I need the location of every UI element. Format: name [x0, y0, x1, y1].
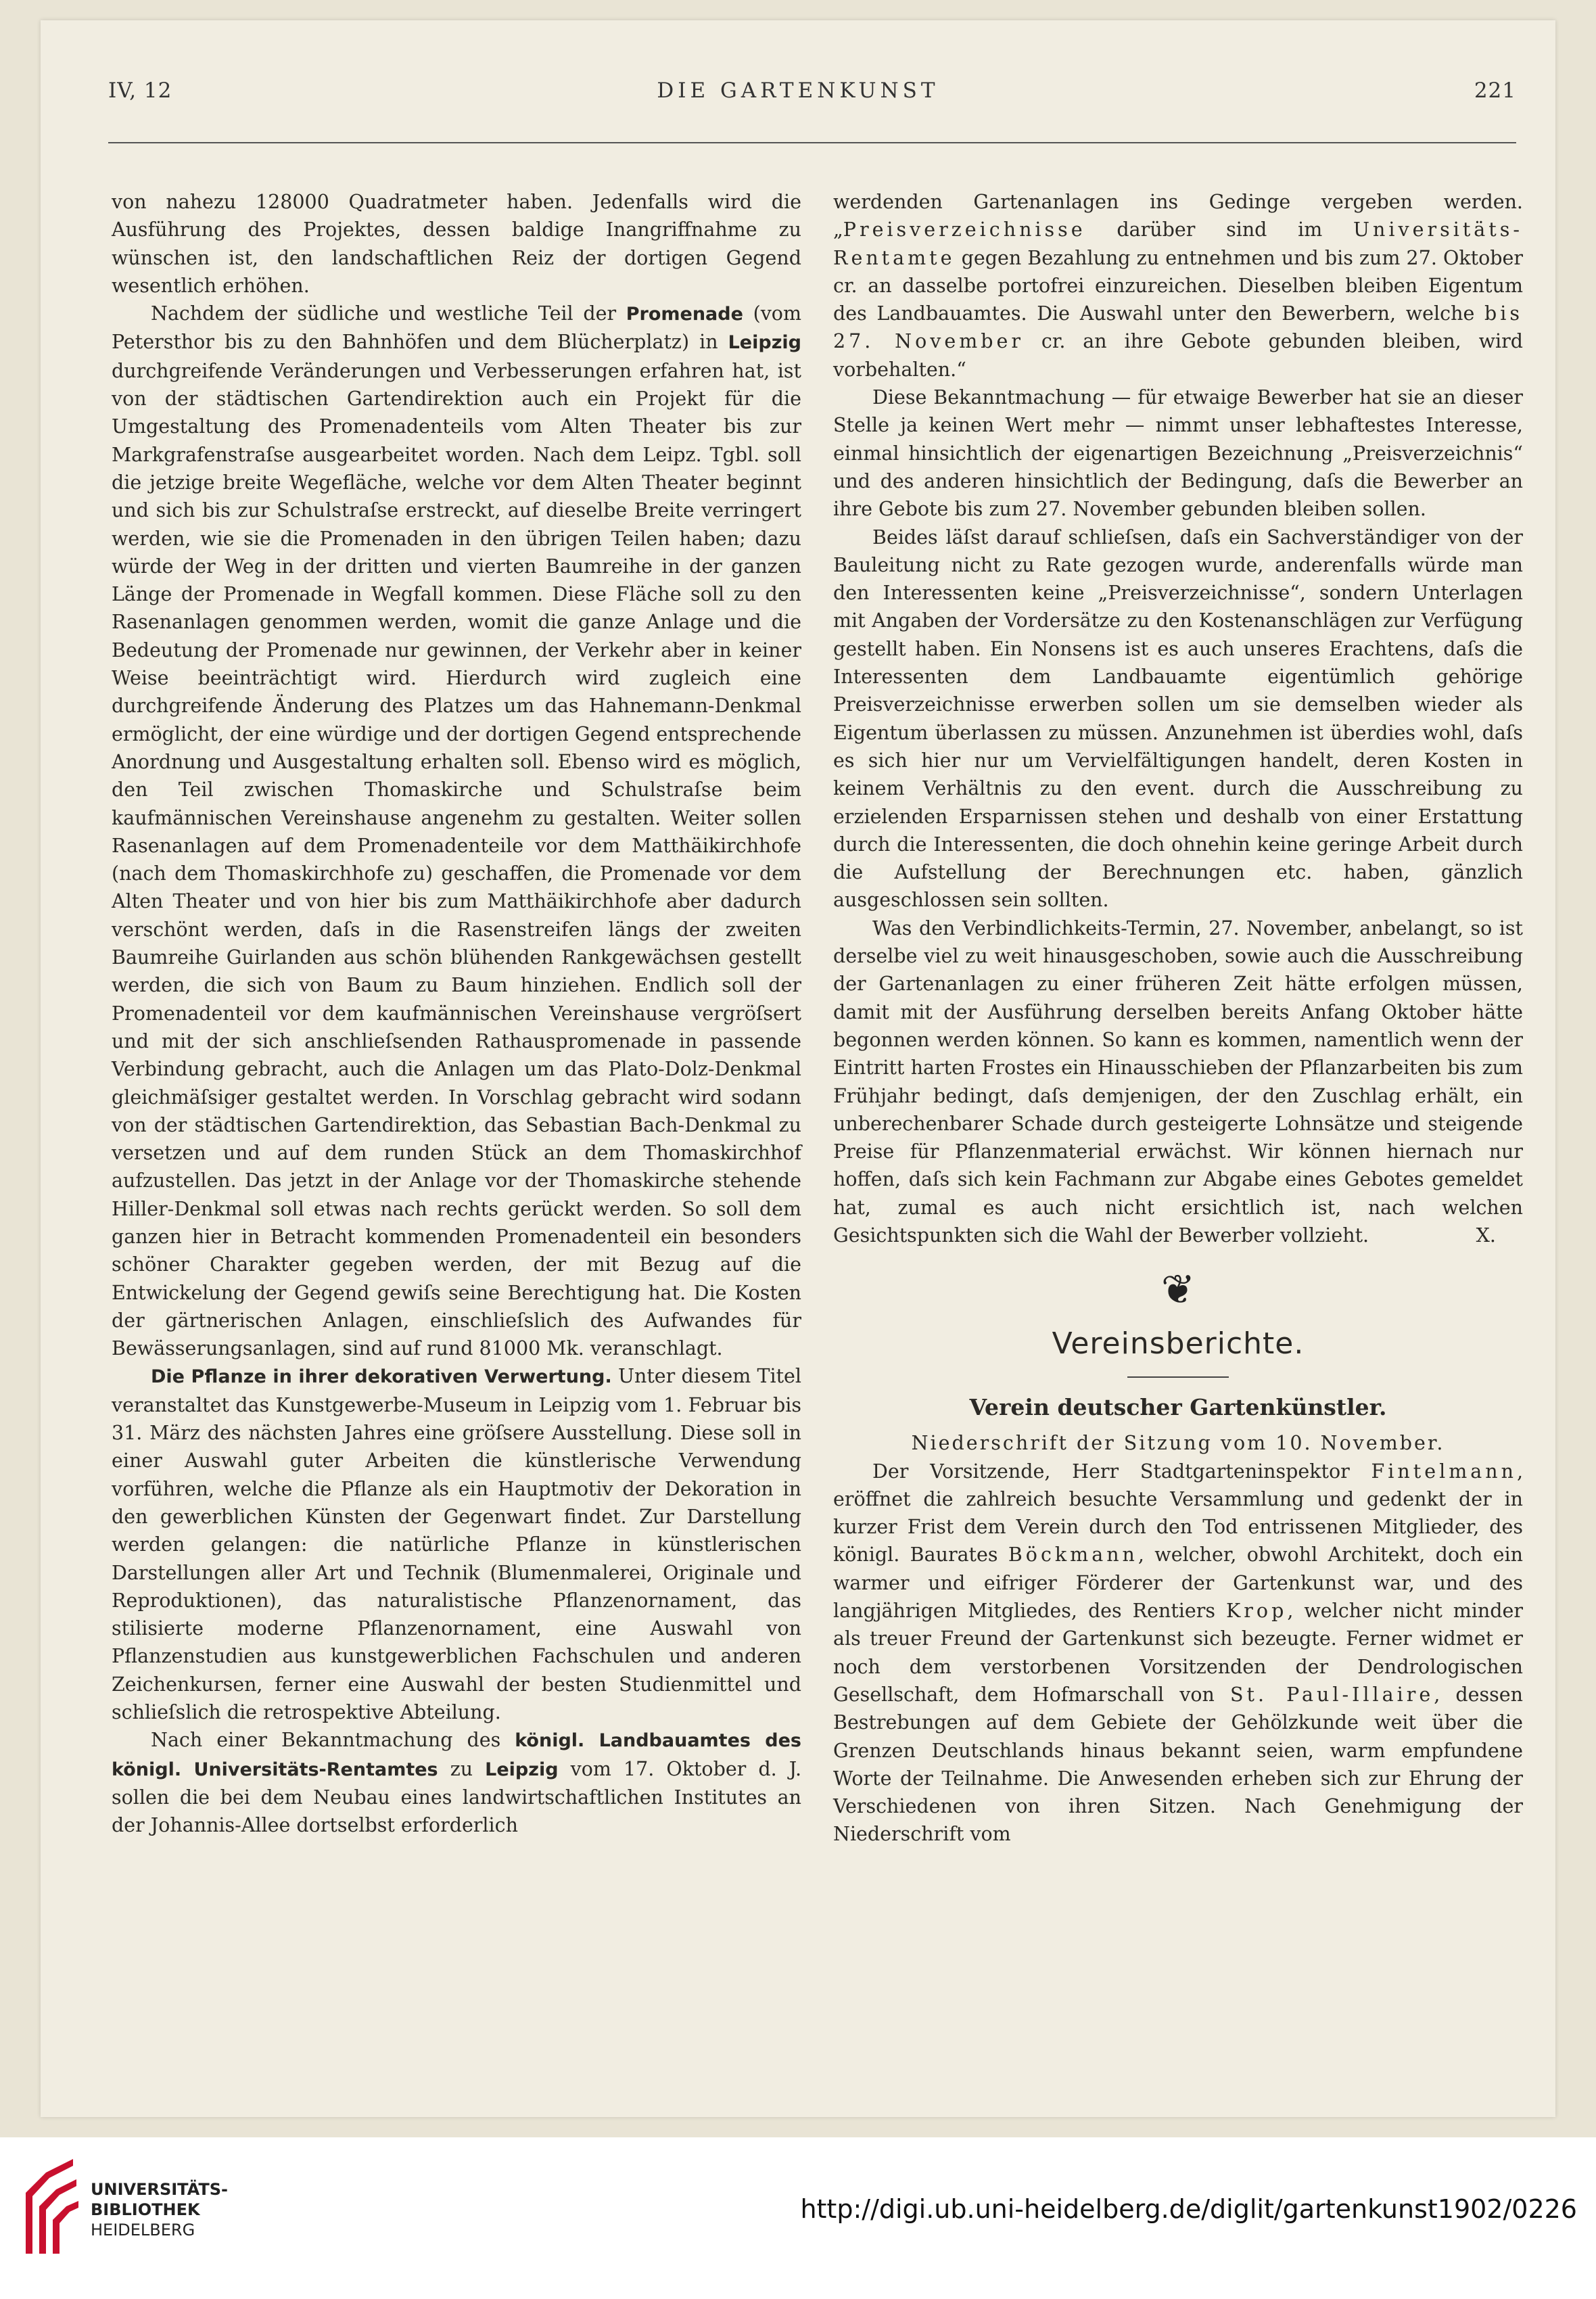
- paragraph-project-conclusion: von nahezu 128000 Quadratmeter haben. Jedenfalls wird die Ausführung des Projektes, dessen baldige Inangriffnahme zu wünschen ist, den landschaftlichen Reiz der dortigen Gegend wesentlich erhöhen.: [112, 191, 801, 297]
- paragraph-promenade-leipzig: [112, 300, 801, 1362]
- text-span: Nach einer Bekanntmachung des: [151, 1729, 515, 1752]
- bold-heading-pflanze: Die Pflanze in ihrer dekorativen Verwertung.: [151, 1366, 612, 1388]
- library-logo-icon: [19, 2152, 80, 2260]
- library-line-3: HEIDELBERG: [91, 2221, 195, 2239]
- text-span: zu: [438, 1757, 486, 1780]
- text-span: (vom Petersthor bis zu den Bahnhöfen und dem Blücherplatz) in: [112, 302, 801, 354]
- subsection-title: Verein deutscher Gartenkünstler.: [969, 1394, 1387, 1421]
- section-title: Vereinsberichte.: [1052, 1326, 1305, 1362]
- footer-bar: [0, 2137, 1596, 2299]
- library-name: [91, 2179, 228, 2240]
- paragraph-vorsitzende: [833, 1458, 1523, 1849]
- text-span: darüber sind im: [1085, 218, 1354, 241]
- header-page-number: 221: [1474, 78, 1516, 103]
- text-span: durchgreifende Veränderungen und Verbesserungen erfahren hat, ist von der städtischen Gartendirektion auch ein Projekt für die Umgestaltung des Promenadenteils vom Alten Theater bis zur Markgrafenstraſse ausgearbeitet worden. Nach dem Leipz. Tgbl. soll die jetzige breite Wegefläche, welche vor dem Alten Theater beginnt und sich bis zur Schulstraſse erstreckt, auf dieselbe Breite verringert werden, wie sie die Promenaden in den übrigen Teilen haben; dazu würde der Weg in der dritten und vierten Baumreihe in der ganzen Länge der Promenade in Wegfall kommen. Diese Fläche soll zu den Rasenanlagen genommen werden, womit die ganze Anlage und die Bedeutung der Promenade nur gewinnen, der Verkehr aber in keiner Weise beeinträchtigt wird. Hierdurch wird zugleich eine durchgreifende Änderung des Platzes um das Hahnemann-Denkmal ermöglicht, der eine würdige und der dortigen Gegend entsprechende Anordnung und Ausgestaltung erhalten soll. Ebenso wird es möglich, den Teil zwischen Thomaskirche und Schulstraſse beim kaufmännischen Vereinshause angenehm zu gestalten. Weiter sollen Rasenanlagen auf dem Promenadenteile vor dem Matthäikirchhofe (nach dem Thomaskirchhofe zu) geschaffen, die Promenade vor dem Alten Theater und von hier bis zum Matthäikirchhofe aber dadurch verschönt werden, daſs in die Rasenstreifen längs der zweiten Baumreihe Guirlanden aus schön blühenden Rankgewächsen gestellt werden, die sich von Baum zu Baum hinziehen. Endlich soll der Promenadenteil vor dem kaufmännischen Vereinshause vergröſsert und mit der sich anschlieſsenden Rathauspromenade in passende Verbindung gebracht, auch die Anlagen um das Plato-Dolz-Denkmal gleichmäſsiger gestaltet werden. In Vorschlag gebracht wird sodann von der städtischen Gartendirektion, das Sebastian Bach-Denkmal zu versetzen und auf dem runden Stück an dem Thomaskirchhof aufzustellen. Das jetzt in der Anlage vor der Thomaskirche stehende Hiller-Denkmal soll etwas nach rechts gerückt werden. So soll dem ganzen hier in Betracht kommenden Promenadenteil ein besonders schöner Charakter gegeben werden, der mit Bezug auf die Entwickelung der Gegend gewiſs seine Berechtigung hat. Die Kosten der gärtnerischen Anlagen, einschlieſslich des Aufwandes für Bewässerungsanlagen, sind auf rund 81000 Mk. veranschlagt.: [112, 359, 802, 1360]
- left-column: [112, 188, 801, 1840]
- paragraph-bekanntmachung: [112, 1726, 801, 1839]
- signature: X.: [1476, 1224, 1496, 1247]
- text-span: Der Vorsitzende, Herr Stadtgarteninspektor: [872, 1460, 1371, 1483]
- header-rule: [108, 142, 1516, 143]
- text-span: , welcher, obwohl Architekt, doch ein warmer und eifriger Förderer der Gartenkunst war, und des langjährigen Mitgliedes, des Rentiers: [833, 1543, 1523, 1623]
- text-span: cr. an ihre Gebote gebunden bleiben, wird vorbehalten.“: [833, 330, 1523, 381]
- spaced-term: bis 27. November: [833, 302, 1523, 353]
- paragraph-gedinge: [833, 188, 1523, 384]
- bold-keyword-promenade: Promenade: [626, 304, 743, 325]
- text-span: Nachdem der südliche und westliche Teil der: [151, 302, 626, 325]
- bold-keyword-leipzig: Leipzig: [728, 332, 801, 354]
- paragraph-diese-bekanntmachung: Diese Bekanntmachung — für etwaige Bewerber hat sie an dieser Stelle ja keinen Wert mehr — nimmt unser lebhaftestes Interesse, einmal hinsichtlich der eigenartigen Bezeichnung „Preisverzeichnis“ und des anderen hinsichtlich der Bedingung, daſs die Bewerber an ihre Gebote bis zum 27. November gebunden bleiben sollen.: [833, 386, 1523, 521]
- bold-keyword-leipzig: Leipzig: [485, 1759, 559, 1780]
- right-column: [833, 188, 1523, 1849]
- text-span: , dessen Bestrebungen auf dem Gebiete der Gehölzkunde weit über die Grenzen Deutschlands hinaus bekannt seien, warm empfundene Worte der Teilnahme. Die Anwesenden erheben sich zur Ehrung der Verschiedenen von ihren Sitzen. Nach Genehmigung der Niederschrift vom: [833, 1683, 1524, 1846]
- bold-keyword-landbauamt: königl. Landbauamtes des königl. Universitäts-Rentamtes: [112, 1730, 801, 1780]
- digital-library-url[interactable]: http://digi.ub.uni-heidelberg.de/diglit/gartenkunst1902/0226: [800, 2194, 1577, 2224]
- spaced-term: Preisverzeichnisse: [843, 218, 1086, 241]
- header-journal-title: DIE GARTENKUNST: [657, 78, 939, 103]
- paragraph-verbindlichkeits-termin: [833, 914, 1523, 1250]
- spaced-name: Fintelmann: [1371, 1460, 1517, 1483]
- text-span: Was den Verbindlichkeits-Termin, 27. November, anbelangt, so ist derselbe viel zu weit hinausgeschoben, sowie auch die Ausschreibung der Gartenanlagen zu einer früheren Zeit hätte erfolgen müssen, damit mit der Ausführung derselben bereits Anfang Oktober hätte begonnen werden können. So kann es kommen, namentlich wenn der Eintritt harten Frostes ein Hinausschieben der Pflanzarbeiten bis zum Frühjahr bedingt, daſs demjenigen, der den Zuschlag erhält, ein unberechenbarer Schade durch gesteigerte Lohnsätze und steigende Preise für Pflanzenmaterial erwächst. Wir können hiernach nur hoffen, daſs sich kein Fachmann zur Abgabe eines Gebotes gemeldet hat, zumal es auch nicht ersichtlich ist, nach welchen Gesichtspunkten sich die Wahl der Bewerber vollzieht.: [833, 916, 1523, 1247]
- floral-ornament-icon: ❦: [1160, 1266, 1196, 1314]
- text-span: vom 17. Oktober d. J. sollen die bei dem Neubau eines landwirtschaftlichen Institutes an der Johannis-Allee dortselbst erforderlich: [112, 1757, 801, 1837]
- meeting-minutes-title: Niederschrift der Sitzung vom 10. November.: [911, 1432, 1445, 1455]
- spaced-name: St. Paul-Illaire: [1229, 1683, 1434, 1706]
- paragraph-pflanze-ausstellung: [112, 1362, 801, 1726]
- header-volume: IV, 12: [108, 78, 172, 103]
- spaced-name: Krop: [1226, 1600, 1288, 1623]
- paragraph-beides: Beides läſst darauf schlieſsen, daſs ein Sachverständiger von der Bauleitung nicht zu Rate gezogen wurde, anderenfalls würde man den Interessenten keine „Preisverzeichnisse“, sondern Unterlagen mit Angaben der Vordersätze zu den Kostenanschlägen zur Verfügung gestellt haben. Ein Nonsens ist es auch unseres Erachtens, daſs die Interessenten dem Landbauamte eigentümlich gehörige Preisverzeichnisse erwerben sollen um sie demselben wieder als Eigentum überlassen zu müssen. Anzunehmen ist überdies wohl, daſs es sich hier nur um Vervielfältigungen handelt, deren Kosten in keinem Verhältnis zu den event. durch die Ausschreibung zu erzielenden Ersparnissen stehen und deshalb von einer Erstattung durch die Interessenten, die doch ohnehin keine geringe Arbeit durch die Aufstellung der Berechnungen etc. haben, gänzlich ausgeschlossen sein sollten.: [833, 526, 1523, 912]
- text-span: , eröffnet die zahlreich besuchte Versammlung und gedenkt der in kurzer Frist dem Verein durch den Tod entrissenen Mitglieder, des königl. Baurates: [833, 1460, 1523, 1566]
- text-span: gegen Bezahlung zu entnehmen und bis zum 27. Oktober cr. an dasselbe portofrei einzureichen. Dieselben bleiben Eigentum des Landbauamtes. Die Auswahl unter den Bewerbern, welche: [833, 246, 1523, 325]
- text-span: Unter diesem Titel veranstaltet das Kunstgewerbe-Museum in Leipzig vom 1. Februar bis 31. März des nächsten Jahres eine gröſsere Ausstellung. Diese soll in einer Auswahl guter Arbeiten die künstlerische Verwendung vorführen, welche die Pflanze als ein Hauptmotiv der Dekoration in den gewerblichen Künsten der Gegenwart findet. Zur Darstellung werden gelangen: die natürliche Pflanze in künstlerischen Darstellungen aller Art und Technik (Blumenmalerei, Originale und Reproduktionen), das naturalistische Pflanzenornament, das stilisierte moderne Pflanzenornament, eine Auswahl von Pflanzenstudien aus kunstgewerblichen Fachschulen und anderen Zeichenkursen, ferner eine Auswahl der besten Studienmittel und schlieſslich die retrospektive Abteilung.: [112, 1365, 801, 1724]
- spaced-name: Böckmann: [1008, 1543, 1138, 1566]
- spaced-term: Universitäts-Rentamte: [833, 218, 1523, 269]
- library-line-2: BIBLIOTHEK: [91, 2200, 200, 2219]
- section-rule: [1127, 1376, 1229, 1378]
- text-span: , welcher nicht minder als treuer Freund der Gartenkunst sich bezeugte. Ferner widmet er noch dem verstorbenen Vorsitzenden der Dendrologischen Gesellschaft, dem Hofmarschall von: [833, 1600, 1523, 1706]
- library-line-1: UNIVERSITÄTS-: [91, 2180, 229, 2199]
- text-span: werdenden Gartenanlagen ins Gedinge vergeben werden. „: [833, 191, 1523, 241]
